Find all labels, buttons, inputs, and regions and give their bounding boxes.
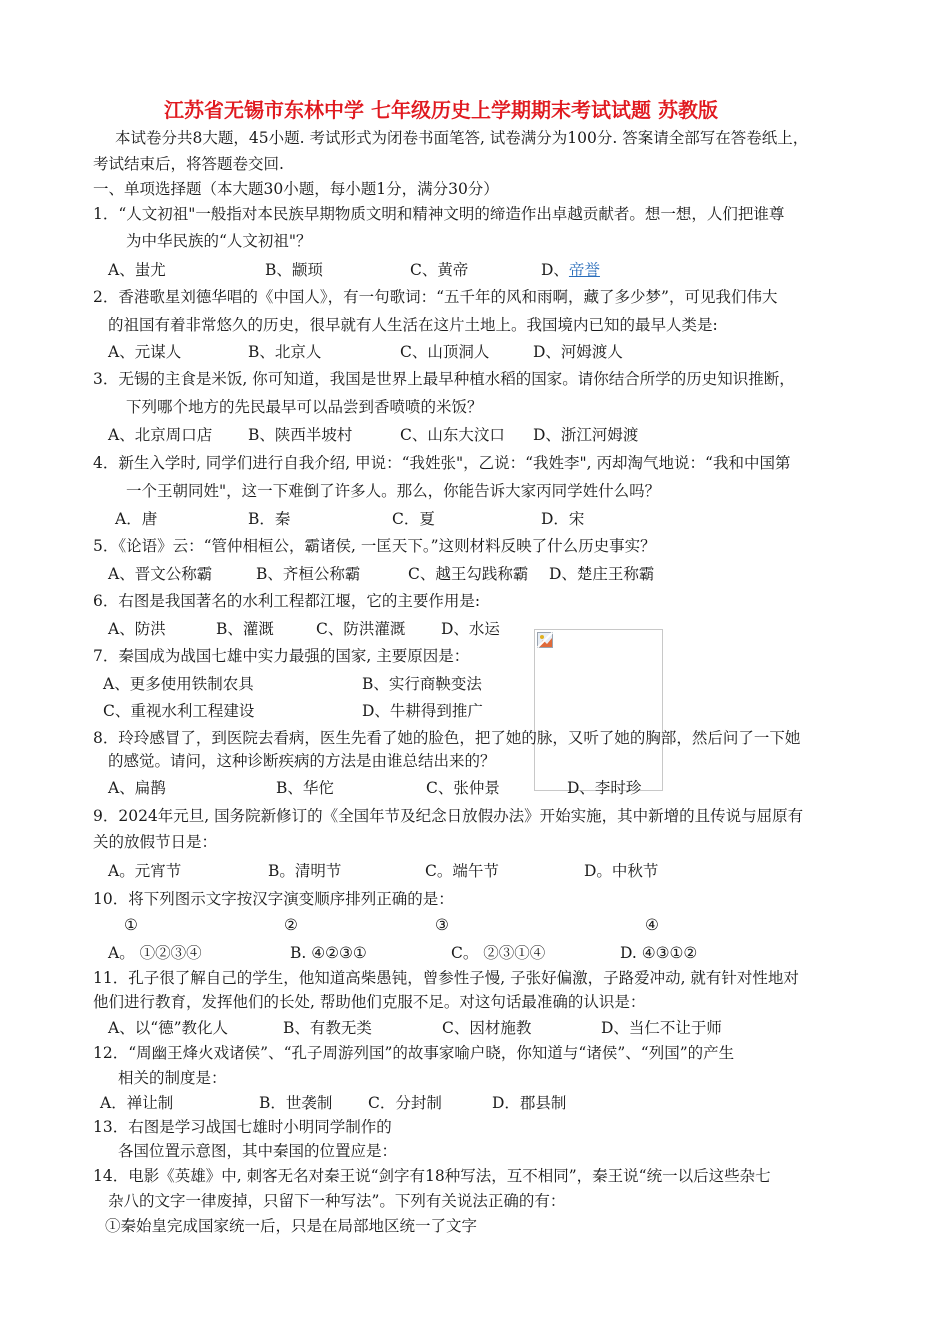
q11-option-c: C、因材施教 bbox=[442, 1019, 532, 1037]
q14-statement-1: ①秦始皇完成国家统一后，只是在局部地区统一了文字 bbox=[105, 1217, 478, 1235]
q3-stem-2: 下列哪个地方的先民最早可以品尝到香喷喷的米饭？ bbox=[126, 398, 483, 416]
document-title: 江苏省无锡市东林中学 七年级历史上学期期末考试试题 苏教版 bbox=[164, 98, 718, 122]
q8-option-d: D、李时珍 bbox=[567, 779, 642, 797]
broken-image-icon bbox=[537, 632, 553, 648]
q7-stem-1: 7．秦国成为战国七雄中实力最强的国家, 主要原因是： bbox=[93, 647, 470, 665]
q3-stem-1: 3．无锡的主食是米饭, 你可知道，我国是世界上最早种植水稻的国家。请你结合所学的历史知识推断， bbox=[93, 370, 795, 388]
q10-option-b: B. ④②③① bbox=[290, 944, 367, 962]
q10-figure-4: ④ bbox=[645, 916, 659, 934]
q9-stem-1: 9．2024年元旦, 国务院新修订的《全国年节及纪念日放假办法》开始实施，其中新增的且传说与屈原有 bbox=[93, 807, 804, 825]
q12-option-c: C．分封制 bbox=[368, 1094, 442, 1112]
q14-stem-2: 杂八的文字一律废掉，只留下一种写法”。下列有关说法正确的有： bbox=[108, 1192, 566, 1210]
q8-stem-1: 8．玲玲感冒了，到医院去看病，医生先看了她的脸色，把了她的脉，又听了她的胸部，然后问了一下她 bbox=[93, 729, 801, 747]
q2-stem-2: 的祖国有着非常悠久的历史，很早就有人生活在这片土地上。我国境内已知的最早人类是: bbox=[108, 316, 718, 334]
q8-option-c: C、张仲景 bbox=[426, 779, 500, 797]
q2-option-c: C、山顶洞人 bbox=[400, 343, 490, 361]
q8-option-b: B、华佗 bbox=[276, 779, 334, 797]
q14-stem-1: 14．电影《英雄》中, 刺客无名对秦王说“剑字有18种写法，互不相同”，秦王说“统一以后这些杂七 bbox=[93, 1167, 771, 1185]
q5-option-d: D、楚庄王称霸 bbox=[549, 565, 655, 583]
q13-stem-1: 13．右图是学习战国七雄时小明同学制作的 bbox=[93, 1118, 392, 1136]
q9-option-a: A。元宵节 bbox=[108, 862, 182, 880]
q6-option-b: B、灌溉 bbox=[216, 620, 274, 638]
q9-option-b: B。清明节 bbox=[268, 862, 342, 880]
q11-option-a: A、以“德”教化人 bbox=[108, 1019, 229, 1037]
q9-stem-2: 关的放假节日是： bbox=[93, 833, 218, 851]
q10-figure-1: ① bbox=[124, 916, 138, 934]
q1-option-d bbox=[541, 260, 600, 280]
broken-image-placeholder bbox=[534, 629, 663, 791]
q1-option-b: B、颛顼 bbox=[265, 261, 323, 279]
q1-option-d-letter: D、 bbox=[541, 261, 569, 279]
q12-stem-2: 相关的制度是： bbox=[118, 1069, 227, 1087]
q7-option-b: B、实行商鞅变法 bbox=[362, 675, 482, 693]
q11-option-b: B、有教无类 bbox=[283, 1019, 372, 1037]
q3-option-c: C、山东大汶口 bbox=[400, 426, 505, 444]
q13-stem-2: 各国位置示意图，其中秦国的位置应是： bbox=[118, 1142, 398, 1160]
q5-option-c: C、越王勾践称霸 bbox=[408, 565, 529, 583]
q12-option-b: B．世袭制 bbox=[259, 1094, 333, 1112]
q1-stem-1: 1．“人文初祖"一般指对本民族早期物质文明和精神文明的缔造作出卓越贡献者。想一想，人们把谁尊 bbox=[93, 205, 785, 223]
q4-stem-2: 一个王朝同姓"，这一下难倒了许多人。那么，你能告诉大家丙同学姓什么吗？ bbox=[126, 482, 661, 500]
q9-option-d: D。中秋节 bbox=[584, 862, 659, 880]
q3-option-d: D、浙江河姆渡 bbox=[533, 426, 639, 444]
q10-option-d: D. ④③①② bbox=[620, 944, 698, 962]
q6-option-a: A、防洪 bbox=[108, 620, 166, 638]
q2-stem-1: 2．香港歌星刘德华唱的《中国人》，有一句歌词：“五千年的风和雨啊，藏了多少梦”，可见我们伟大 bbox=[93, 288, 778, 306]
q12-option-d: D．郡县制 bbox=[492, 1094, 567, 1112]
q11-stem-1: 11．孔子很了解自己的学生，他知道高柴愚钝，曾参性子慢, 子张好偏激，子路爱冲动, 就有针对性地对 bbox=[93, 969, 799, 987]
q4-option-a: A．唐 bbox=[115, 510, 158, 528]
q2-option-a: A、元谋人 bbox=[108, 343, 182, 361]
q8-stem-2: 的感觉。请问，这种诊断疾病的方法是由谁总结出来的？ bbox=[108, 752, 496, 770]
q7-option-d: D、牛耕得到推广 bbox=[362, 702, 483, 720]
q6-stem-1: 6．右图是我国著名的水利工程都江堰，它的主要作用是: bbox=[93, 592, 481, 610]
q4-option-b: B．秦 bbox=[248, 510, 291, 528]
q11-option-d: D、当仁不让于师 bbox=[601, 1019, 722, 1037]
q3-option-b: B、陕西半坡村 bbox=[248, 426, 353, 444]
q12-stem-1: 12．“周幽王烽火戏诸侯”、“孔子周游列国”的故事家喻户晓，你知道与“诸侯”、“列国”的产生 bbox=[93, 1044, 735, 1062]
q2-option-b: B、北京人 bbox=[248, 343, 322, 361]
q12-option-a: A．禅让制 bbox=[100, 1094, 174, 1112]
q8-option-a: A、扁鹊 bbox=[108, 779, 166, 797]
q11-stem-2: 他们进行教育，发挥他们的长处, 帮助他们克服不足。对这句话最准确的认识是： bbox=[93, 993, 646, 1011]
q6-option-d: D、水运 bbox=[441, 620, 500, 638]
q10-option-a: A。 ①②③④ bbox=[108, 944, 202, 962]
q1-stem-2: 为中华民族的“人文初祖"？ bbox=[126, 232, 312, 250]
intro-line-2: 考试结束后，将答题卷交回. bbox=[93, 155, 284, 173]
q10-option-c: C。 ②③①④ bbox=[451, 944, 546, 962]
q7-option-c: C、重视水利工程建设 bbox=[103, 702, 255, 720]
q5-option-a: A、晋文公称霸 bbox=[108, 565, 213, 583]
q1-option-c: C、黄帝 bbox=[410, 261, 469, 279]
q5-stem-1: 5．《论语》云：“管仲相桓公，霸诸侯, 一匡天下。”这则材料反映了什么历史事实？ bbox=[93, 537, 656, 555]
q2-option-d: D、河姆渡人 bbox=[533, 343, 623, 361]
q5-option-b: B、齐桓公称霸 bbox=[256, 565, 361, 583]
q1-option-d-link[interactable]: 帝誉 bbox=[568, 261, 600, 279]
q4-option-c: C．夏 bbox=[392, 510, 435, 528]
q6-option-c: C、防洪灌溉 bbox=[316, 620, 406, 638]
q9-option-c: C。端午节 bbox=[425, 862, 499, 880]
q10-figure-2: ② bbox=[284, 916, 298, 934]
intro-line-1: 本试卷分共8大题，45小题. 考试形式为闭卷书面笔答, 试卷满分为100分. 答案请全部写在答卷纸上， bbox=[115, 129, 809, 147]
q7-option-a: A、更多使用铁制农具 bbox=[103, 675, 254, 693]
q10-figure-3: ③ bbox=[435, 916, 449, 934]
q10-stem-1: 10．将下列图示文字按汉字演变顺序排列正确的是： bbox=[93, 890, 454, 908]
q4-stem-1: 4．新生入学时, 同学们进行自我介绍, 甲说：“我姓张"，乙说：“我姓李", 丙却淘气地说：“我和中国第 bbox=[93, 454, 791, 472]
q1-option-a: A、蚩尤 bbox=[108, 261, 166, 279]
q3-option-a: A、北京周口店 bbox=[108, 426, 213, 444]
q4-option-d: D．宋 bbox=[541, 510, 585, 528]
section-heading: 一、单项选择题（本大题30小题，每小题1分，满分30分） bbox=[93, 180, 499, 198]
